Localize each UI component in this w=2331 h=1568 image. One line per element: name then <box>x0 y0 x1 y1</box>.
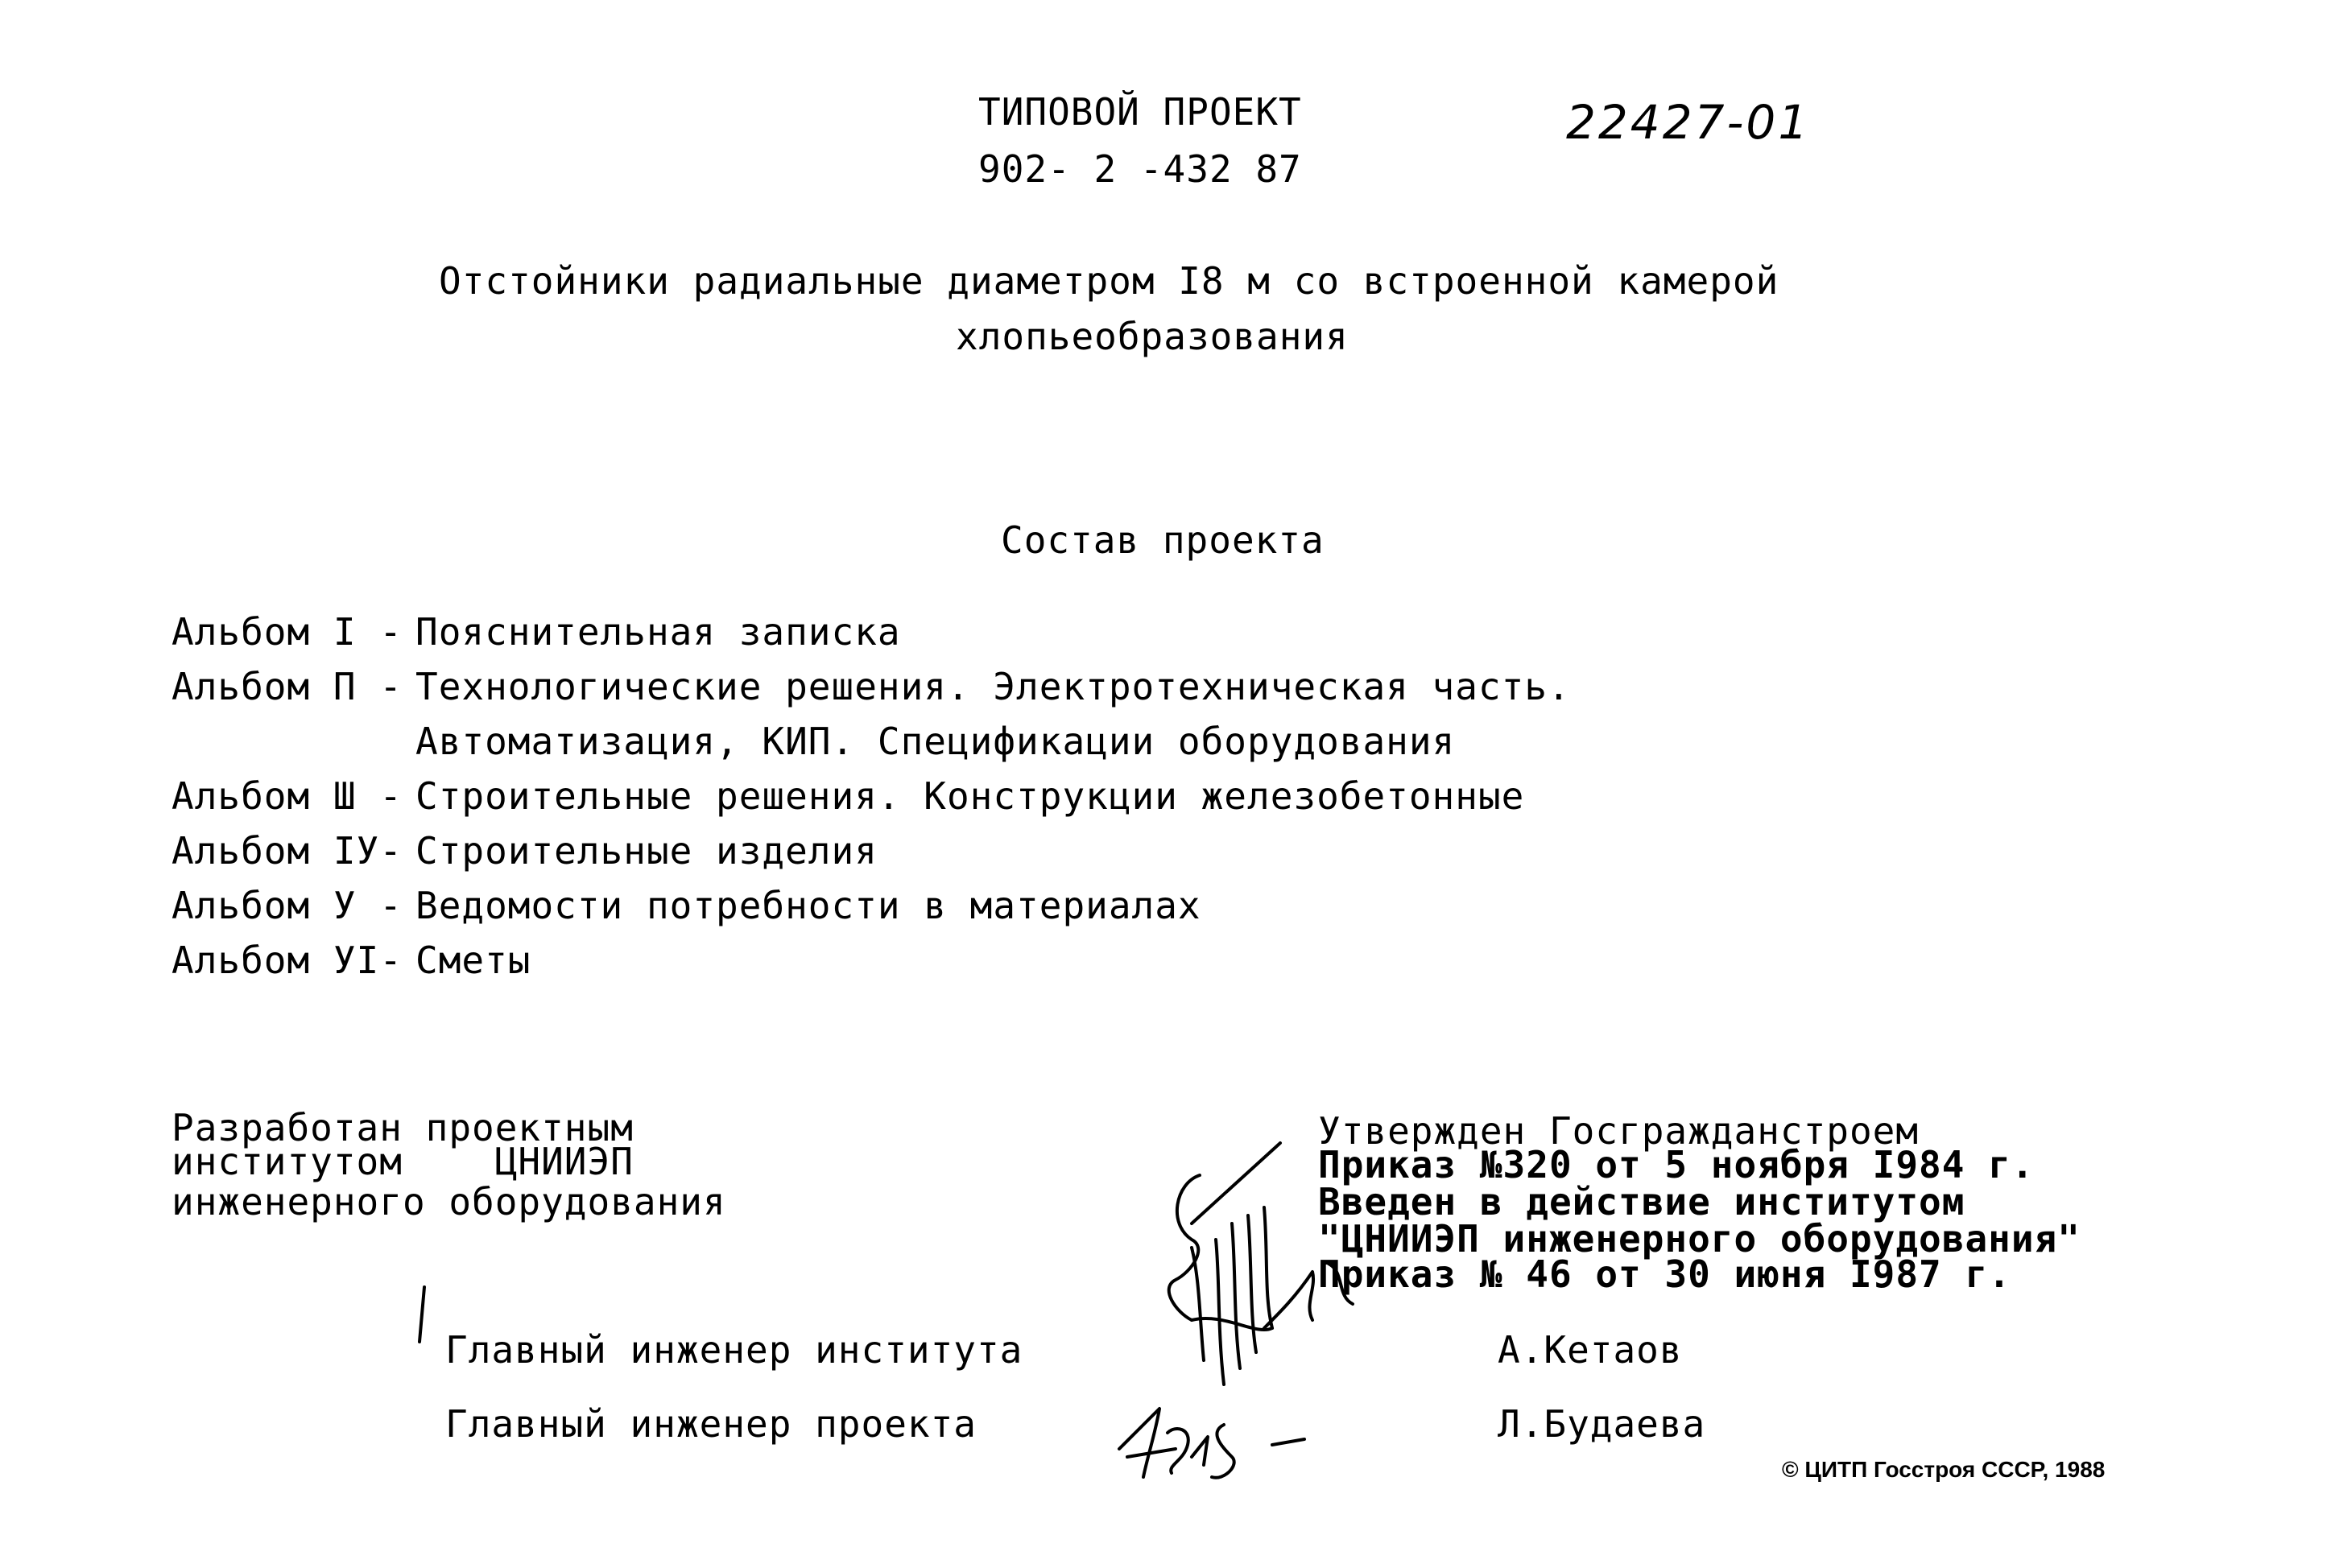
signature-institute <box>1143 1127 1385 1401</box>
album-2-desc: Технологические решения. Электротехническая часть. <box>415 665 1571 708</box>
handwritten-number: 22427-01 <box>1566 95 1811 150</box>
album-2-label: Альбом П - <box>172 665 403 708</box>
project-number: 902- 2 -432 87 <box>978 147 1302 191</box>
tick-mark <box>415 1284 431 1348</box>
developer-line-2: институтом ЦНИИЭП <box>172 1140 634 1183</box>
developer-line-1: Разработан проектным <box>172 1106 634 1149</box>
chief-engineer-project-role: Главный инженер проекта <box>445 1402 977 1446</box>
approval-line-2: Приказ №320 от 5 ноября I984 г. <box>1318 1143 2035 1186</box>
album-6-desc: Сметы <box>415 939 531 982</box>
developer-line-3: инженерного оборудования <box>172 1180 726 1223</box>
signature-project <box>1111 1401 1337 1489</box>
title-line-1: Отстойники радиальные диаметром I8 м со встроенной камерой <box>439 259 1779 303</box>
approval-line-4: "ЦНИИЭП инженерного оборудования" <box>1318 1217 2081 1261</box>
chief-engineer-project-name: Л.Будаева <box>1498 1402 1706 1446</box>
album-2-cont-desc: Автоматизация, КИП. Спецификации оборудования <box>415 720 1456 763</box>
chief-engineer-institute-name: А.Кетаов <box>1498 1328 1683 1372</box>
approval-line-1: Утвержден Госгражданстроем <box>1318 1109 1920 1153</box>
album-5-label: Альбом У - <box>172 884 403 927</box>
title-line-2: хлопьеобразования <box>956 315 1349 358</box>
album-3-label: Альбом Ш - <box>172 774 403 818</box>
publisher-credit: © ЦИТП Госстроя СССР, 1988 <box>1782 1457 2106 1482</box>
album-4-desc: Строительные изделия <box>415 829 878 873</box>
album-1-desc: Пояснительная записка <box>415 610 901 654</box>
album-3-desc: Строительные решения. Конструкции железобетонные <box>415 774 1525 818</box>
album-1-label: Альбом I - <box>172 610 403 654</box>
album-4-label: Альбом IУ- <box>172 829 403 873</box>
album-6-label: Альбом УI- <box>172 939 403 982</box>
project-type: ТИПОВОЙ ПРОЕКТ <box>978 90 1302 134</box>
album-5-desc: Ведомости потребности в материалах <box>415 884 1201 927</box>
chief-engineer-institute-role: Главный инженер института <box>445 1328 1023 1372</box>
contents-heading: Состав проекта <box>1001 518 1325 562</box>
approval-line-3: Введен в действие институтом <box>1318 1180 1965 1223</box>
approval-line-5: Приказ № 46 от 30 июня I987 г. <box>1318 1252 2011 1296</box>
